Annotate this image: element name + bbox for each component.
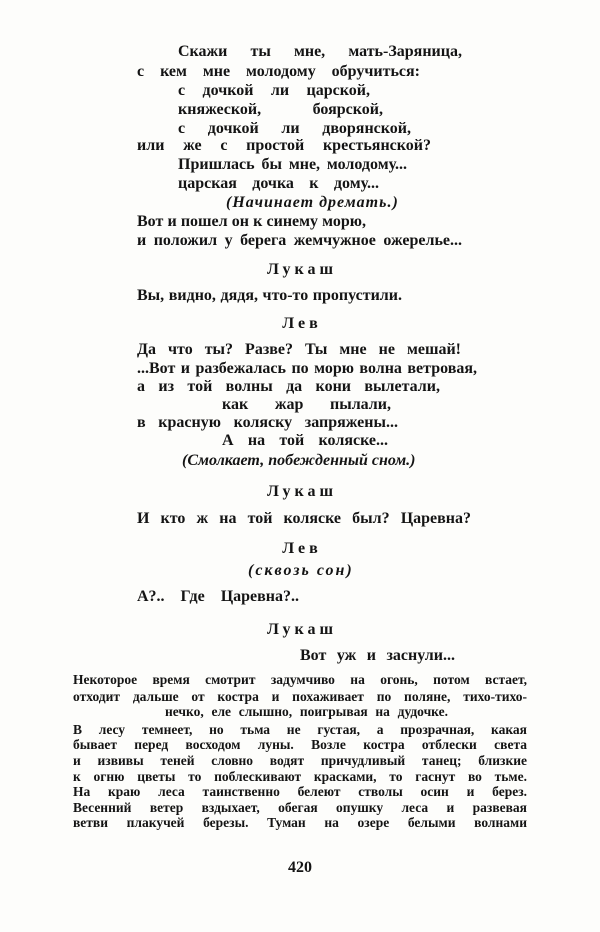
verse-line: или же с простой крестьянской? [137,137,431,154]
stage-direction-line: к огню цветы то поблескивают красками, то гаснут во тьме. [73,769,527,784]
stage-direction: (сквозь сон) [248,562,354,579]
speaker-name: Лукаш [266,261,337,278]
stage-direction-line: В лесу темнеет, но тьма не густая, а прозрачная, какая [73,722,527,737]
stage-direction-line: Некоторое время смотрит задумчиво на огонь, потом встает, [73,672,527,687]
speech-line: как жар пылали, [222,396,391,413]
verse-line: Скажи ты мне, мать-Заряница, [178,43,462,60]
speaker-name: Лев [282,315,322,332]
stage-direction-line: Весенний ветер вздыхает, обегая опушку леса и развевая [73,800,527,815]
verse-line: княжеской, боярской, [178,101,383,118]
verse-line: Пришлась бы мне, молодому... [178,156,407,173]
speech-line: в красную коляску запряжены... [137,414,398,431]
speech-line: Вот уж и заснули... [300,647,455,664]
verse-line: Вот и пошел он к синему морю, [137,213,366,230]
speech-line: А?.. Где Царевна?.. [137,588,299,605]
stage-direction-line: отходит дальше от костра и похаживает по поляне, тихо-тихо- [73,689,527,704]
stage-direction-line: нечко, еле слышно, поигрывая на дудочке. [165,704,448,719]
stage-direction: (Смолкает, побежденный сном.) [182,452,416,469]
verse-line: и положил у берега жемчужное ожерелье... [137,232,462,249]
verse-line: царская дочка к дому... [178,175,379,192]
verse-line: с кем мне молодому обручиться: [137,63,420,80]
speech-line: А на той коляске... [222,432,388,449]
verse-line: с дочкой ли царской, [178,82,370,99]
stage-direction-line: и извивы теней словно водят причудливый танец; близкие [73,753,527,768]
speaker-name: Лукаш [266,483,337,500]
stage-direction-line: ветви плакучей березы. Туман на озере белыми волнами [73,815,527,830]
stage-direction: (Начинает дремать.) [226,194,399,211]
speech-line: а из той волны да кони вылетали, [137,378,440,395]
stage-direction-line: На краю леса таинственно белеют стволы осин и берез. [73,784,527,799]
stage-direction-line: бывает перед восходом луны. Возле костра отблески света [73,737,527,752]
speech-line: Да что ты? Разве? Ты мне не мешай! [137,341,461,358]
verse-line: с дочкой ли дворянской, [178,120,411,137]
speech-line: Вы, видно, дядя, что-то пропустили. [137,287,402,304]
speech-line: И кто ж на той коляске был? Царевна? [137,510,471,527]
speech-line: ...Вот и разбежалась по морю волна ветровая, [137,360,477,377]
page-number: 420 [288,859,312,876]
speaker-name: Лукаш [266,621,337,638]
speaker-name: Лев [282,540,322,557]
